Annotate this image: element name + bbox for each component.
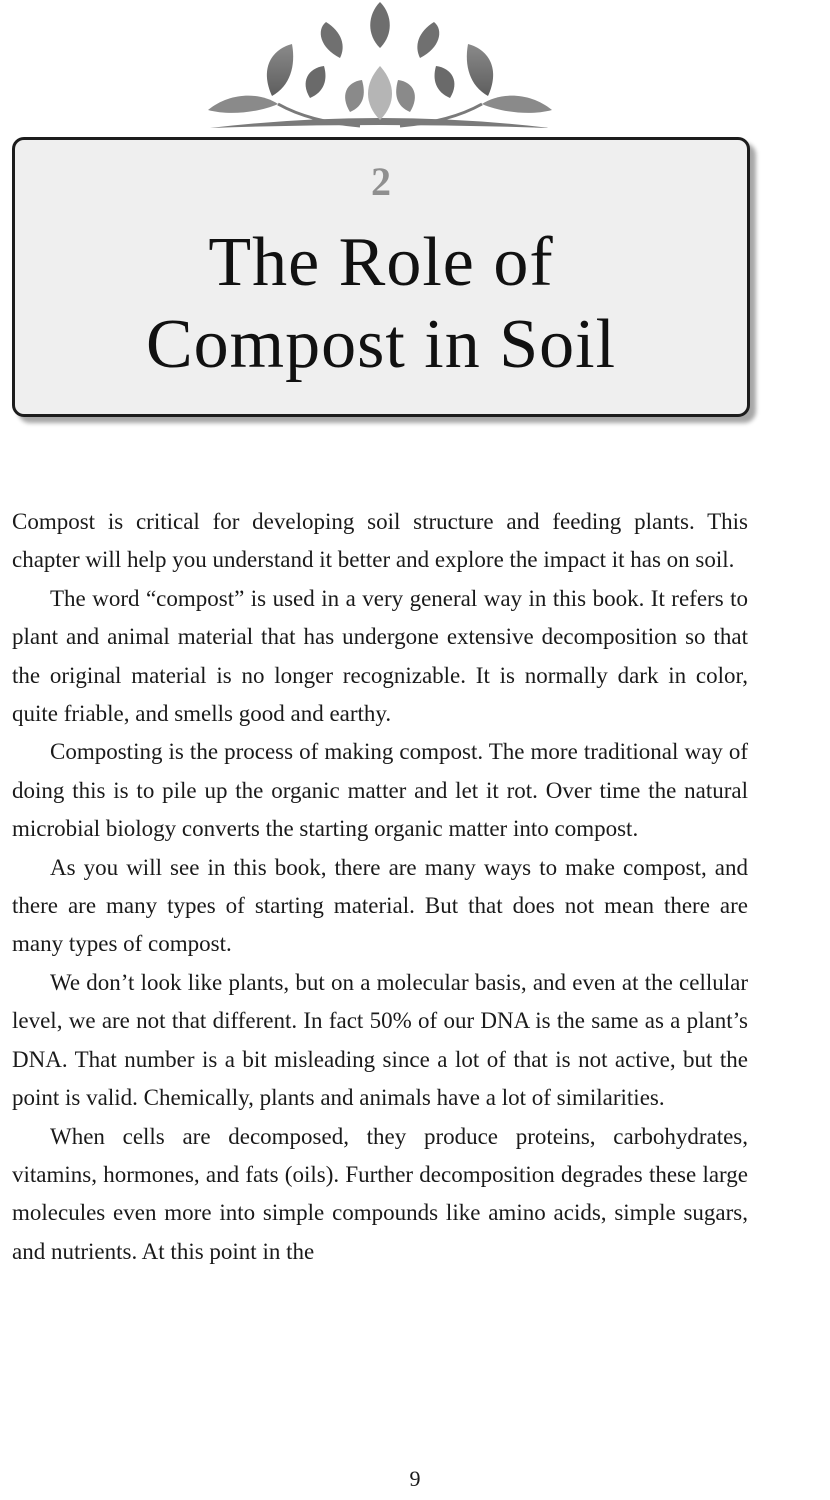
- chapter-number: 2: [371, 159, 391, 204]
- chapter-title: [15, 222, 747, 386]
- chapter-title-line-1: The Role of: [208, 224, 554, 301]
- chapter-title-box: [12, 137, 750, 417]
- body-paragraph: We don’t look like plants, but on a molecular basis, and even at the cellular level, we are not that different. In fact 50% of our DNA is the same as a plant’s DNA. That number is a bit misleading since a lot of that is not active, but the point is valid. Chemically, plants and animals have a lot of similarities.: [12, 969, 748, 1111]
- page-number: 9: [409, 1466, 421, 1491]
- body-paragraph: Compost is critical for developing soil structure and feeding plants. This chapter will help you understand it better and explore the impact it has on soil.: [12, 509, 748, 573]
- body-paragraph: As you will see in this book, there are many ways to make compost, and there are many types of starting material. But that does not mean there are many types of compost.: [12, 854, 748, 957]
- chapter-body: [12, 503, 748, 1271]
- leaf-ornament-icon: [200, 0, 560, 140]
- chapter-title-line-2: Compost in Soil: [145, 306, 617, 383]
- body-paragraph: The word “compost” is used in a very general way in this book. It refers to plant and animal material that has undergone extensive decomposition so that the original material is no longer recognizable. It is normally dark in color, quite friable, and smells good and earthy.: [12, 585, 748, 727]
- body-paragraph: Composting is the process of making compost. The more traditional way of doing this is to pile up the organic matter and let it rot. Over time the natural microbial biology converts the starting organic matter into compost.: [12, 739, 748, 842]
- body-paragraph: When cells are decomposed, they produce proteins, carbohydrates, vitamins, hormones, and fats (oils). Further decomposition degrades these large molecules even more into simple compounds like amino acids, simple sugars, and nutrients. At this point in the: [12, 1123, 748, 1264]
